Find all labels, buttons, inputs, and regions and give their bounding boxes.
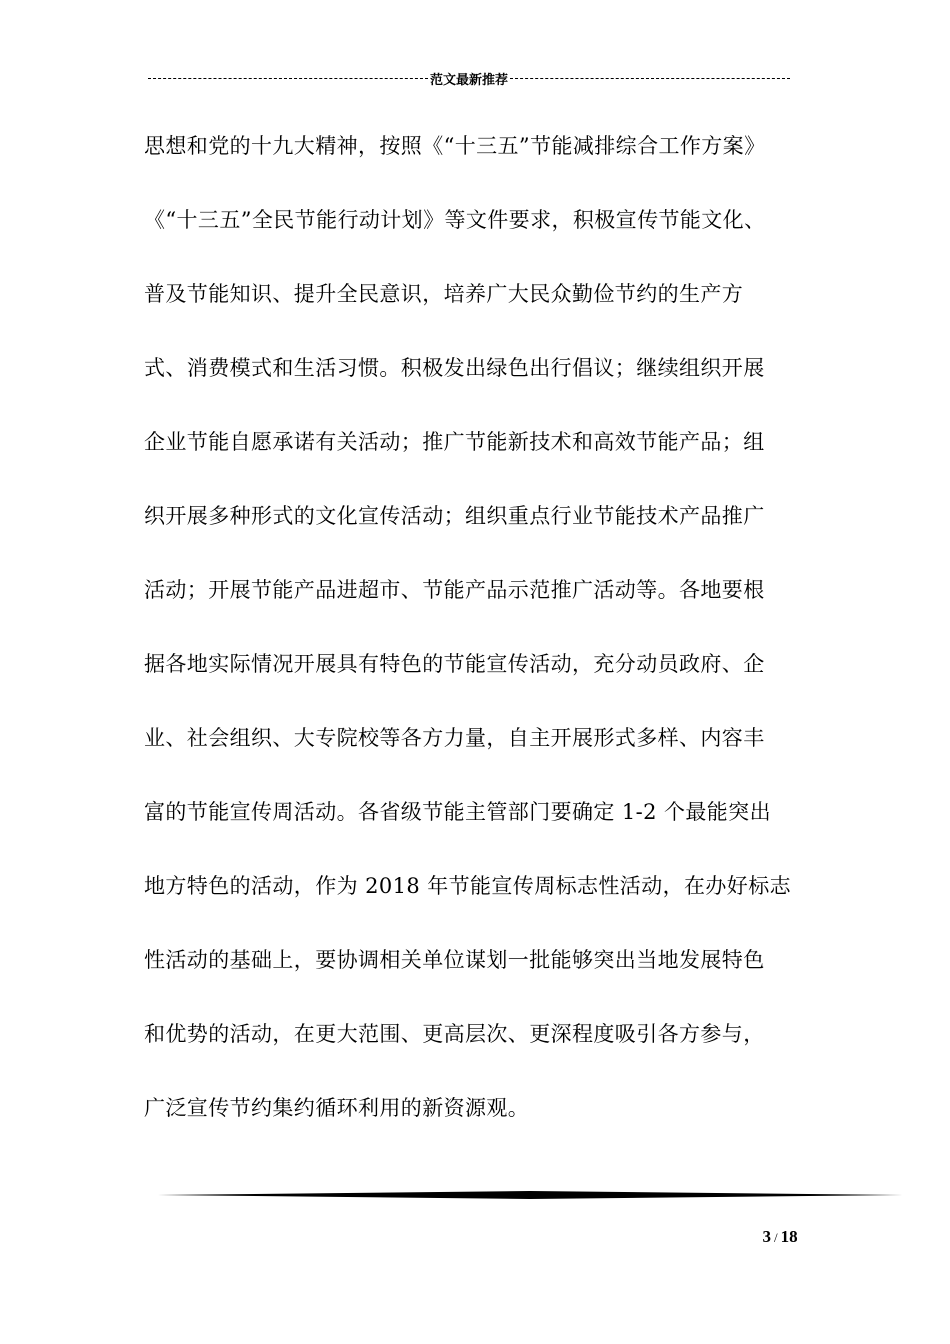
text-line: 广泛宣传节约集约循环利用的新资源观。 — [144, 1096, 530, 1120]
text-line: 和优势的活动，在更大范围、更高层次、更深程度吸引各方参与， — [144, 1022, 765, 1046]
page-total: 18 — [780, 1227, 798, 1246]
text-line: 据各地实际情况开展具有特色的节能宣传活动，充分动员政府、企 — [144, 652, 765, 676]
text-line: 活动；开展节能产品进超市、节能产品示范推广活动等。各地要根 — [144, 578, 765, 602]
page-number — [740, 1227, 820, 1247]
text-line: 式、消费模式和生活习惯。积极发出绿色出行倡议；继续组织开展 — [144, 356, 765, 380]
text-line: 地方特色的活动，作为 2018 年节能宣传周标志性活动，在办好标志 — [144, 874, 791, 898]
header-dash-left — [148, 78, 428, 79]
page-separator: / — [773, 1230, 778, 1245]
text-line: 织开展多种形式的文化宣传活动；组织重点行业节能技术产品推广 — [144, 504, 765, 528]
header-dash-right — [510, 78, 790, 79]
text-line: 普及节能知识、提升全民意识，培养广大民众勤俭节约的生产方 — [144, 282, 744, 306]
header-title: 范文最新推荐 — [430, 72, 509, 88]
page-current: 3 — [762, 1227, 771, 1246]
text-line: 企业节能自愿承诺有关活动；推广节能新技术和高效节能产品；组 — [144, 430, 765, 454]
text-line: 思想和党的十九大精神，按照《“十三五”节能减排综合工作方案》 — [144, 134, 766, 158]
text-line: 《“十三五”全民节能行动计划》等文件要求，积极宣传节能文化、 — [144, 208, 766, 232]
text-line: 富的节能宣传周活动。各省级节能主管部门要确定 1-2 个最能突出 — [144, 800, 771, 824]
body-text — [144, 124, 804, 1160]
page-header — [148, 68, 790, 88]
text-line: 性活动的基础上，要协调相关单位谋划一批能够突出当地发展特色 — [144, 948, 765, 972]
footer-divider — [158, 1191, 903, 1199]
text-line: 业、社会组织、大专院校等各方力量，自主开展形式多样、内容丰 — [144, 726, 765, 750]
